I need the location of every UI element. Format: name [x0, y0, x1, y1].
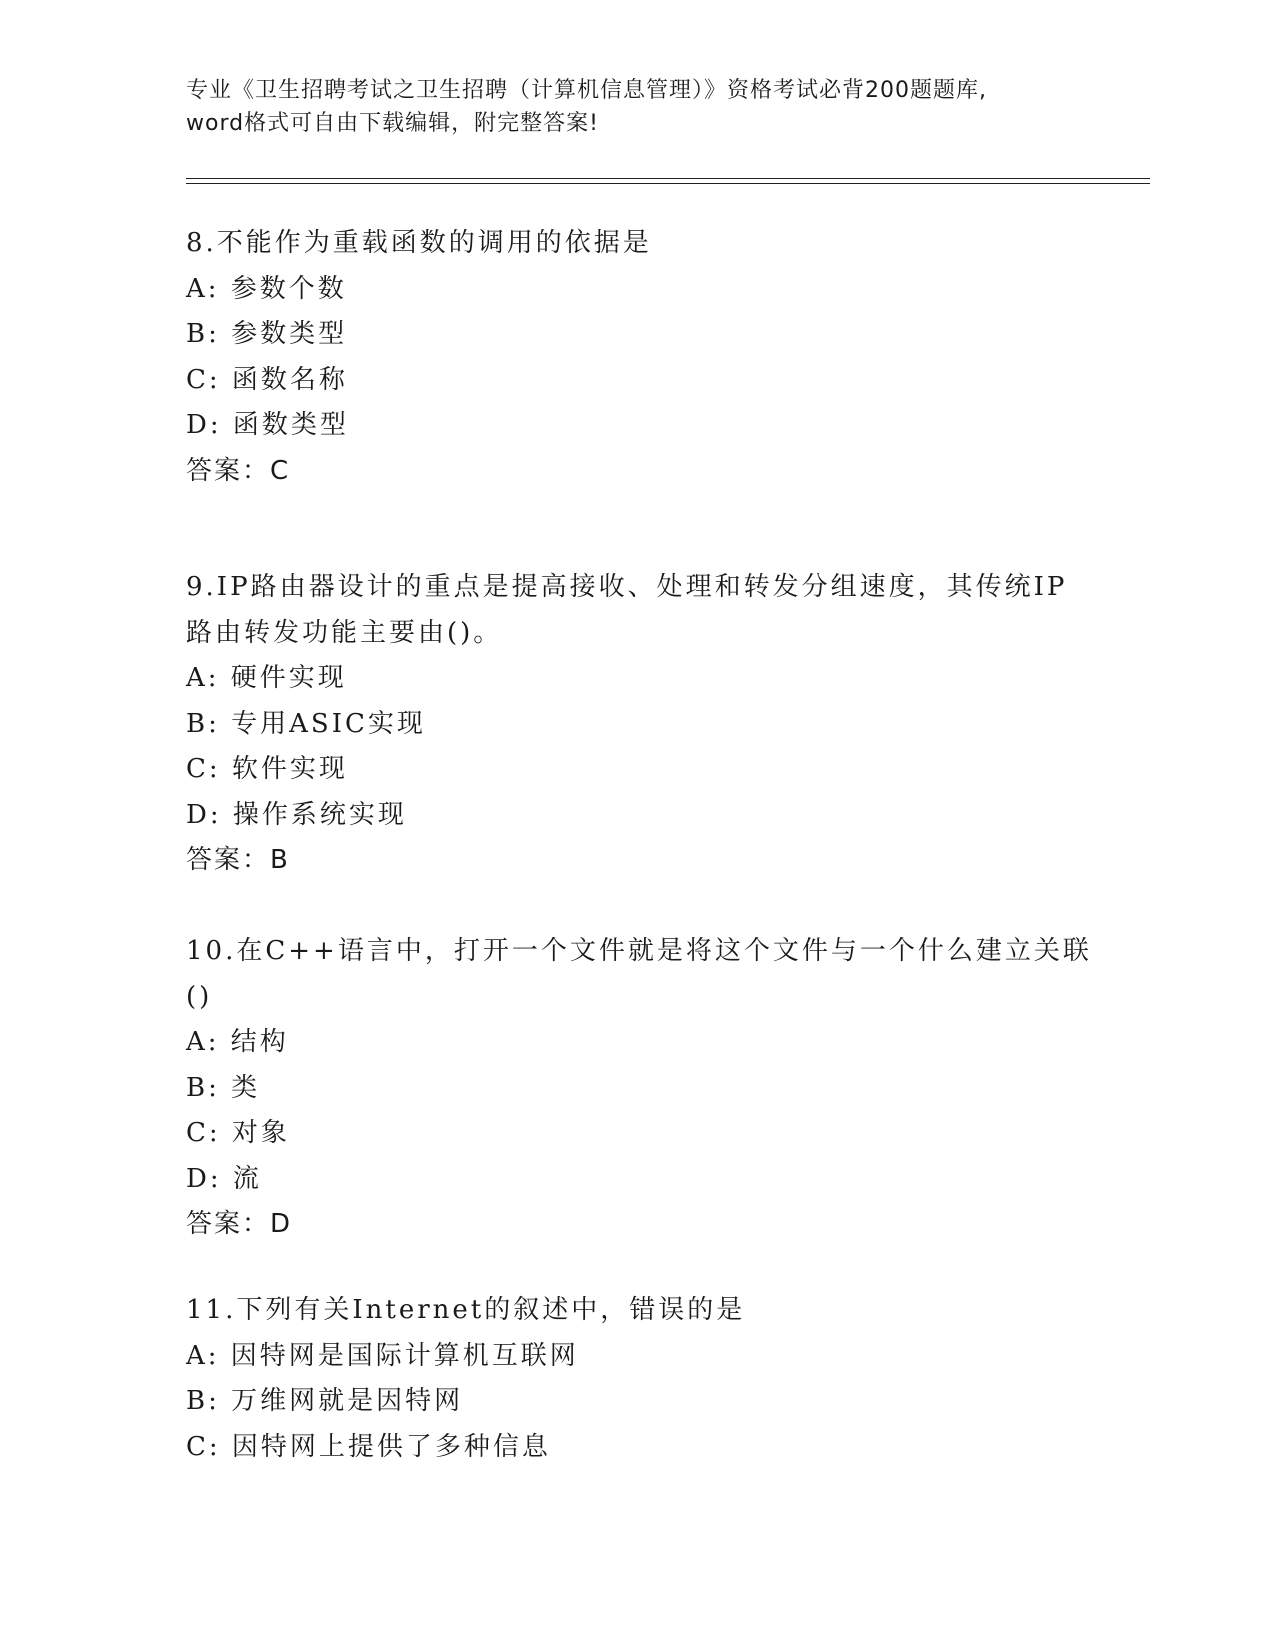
question-9 [186, 565, 1086, 884]
question-11 [186, 1288, 1086, 1470]
option-a: A: 结构 [186, 1027, 289, 1057]
question-8 [186, 221, 1086, 494]
question-title-line-2: 路由转发功能主要由()。 [186, 617, 503, 648]
option-a: A: 参数个数 [186, 273, 347, 304]
document-header [186, 74, 1086, 140]
question-title: 11.下列有关Internet的叙述中，错误的是 [186, 1295, 746, 1325]
option-b: B: 参数类型 [186, 319, 348, 349]
question-title: 8.不能作为重载函数的调用的依据是 [186, 228, 652, 258]
option-c: C: 函数名称 [186, 364, 348, 395]
question-title-line-2: () [186, 981, 213, 1012]
header-title-line-2: word格式可自由下载编辑，附完整答案! [186, 111, 599, 136]
header-title-line-1: 专业《卫生招聘考试之卫生招聘（计算机信息管理）》资格考试必背200题题库, [186, 78, 987, 103]
option-d: D: 操作系统实现 [186, 799, 407, 830]
option-c: C: 对象 [186, 1118, 290, 1148]
option-b: B: 专用ASIC实现 [186, 708, 426, 739]
option-b: B: 万维网就是因特网 [186, 1386, 464, 1416]
header-divider-top [186, 178, 1150, 179]
option-a: A: 硬件实现 [186, 663, 347, 693]
question-10 [186, 929, 1092, 1248]
option-d: D: 流 [186, 1163, 262, 1194]
header-divider-bottom [186, 183, 1150, 184]
question-title-line-1: 10.在C++语言中，打开一个文件就是将这个文件与一个什么建立关联 [186, 936, 1092, 966]
answer: 答案：C [186, 455, 291, 486]
option-a: A: 因特网是国际计算机互联网 [186, 1340, 579, 1371]
answer: 答案：D [186, 1209, 293, 1239]
option-b: B: 类 [186, 1072, 261, 1103]
option-d: D: 函数类型 [186, 410, 349, 440]
question-title-line-1: 9.IP路由器设计的重点是提高接收、处理和转发分组速度，其传统IP [186, 572, 1068, 602]
option-c: C: 因特网上提供了多种信息 [186, 1431, 551, 1462]
answer: 答案：B [186, 845, 290, 875]
option-c: C: 软件实现 [186, 754, 348, 784]
